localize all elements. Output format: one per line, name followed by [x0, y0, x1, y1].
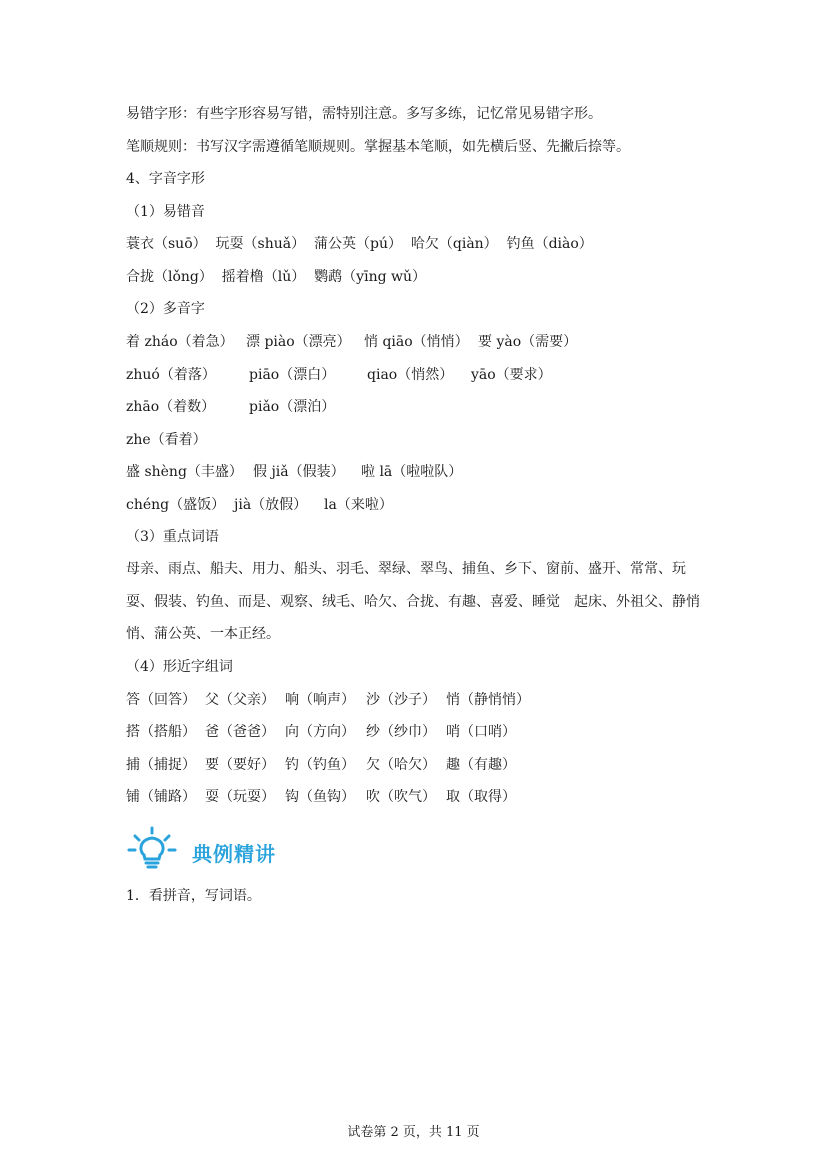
polyphone-cell: jià（放假）: [234, 497, 308, 513]
sub2-title: （2）多音字: [126, 301, 205, 317]
similar-cell: 耍（玩耍）: [205, 789, 275, 805]
polyphone-cell: qiao（悄然）: [367, 367, 454, 383]
sub1-row-2: 合拢（lǒng） 摇着橹（lǔ） 鹦鹉（yīng wǔ）: [126, 269, 426, 285]
polyphone-cell: zhuó（着落）: [126, 367, 216, 383]
intro-line-2: 笔顺规则：书写汉字需遵循笔顺规则。掌握基本笔顺，如先横后竖、先撇后捺等。: [126, 139, 630, 155]
similar-cell: 答（回答）: [126, 692, 196, 708]
similar-cell: 趣（有趣）: [446, 757, 516, 773]
similar-cell: 哨（口哨）: [446, 724, 516, 740]
intro-line-1: 易错字形：有些字形容易写错，需特别注意。多写多练，记忆常见易错字形。: [126, 106, 602, 122]
polyphone-cell: 漂 piào（漂亮）: [246, 334, 351, 350]
similar-cell: 铺（铺路）: [126, 789, 196, 805]
page-footer: 试卷第 2 页，共 11 页: [347, 1125, 480, 1140]
similar-cell: 钓（钓鱼）: [285, 757, 355, 773]
lightbulb-icon: [126, 826, 178, 872]
similar-cell: 悄（静悄悄）: [446, 692, 530, 708]
sub1-row-1: 蓑衣（suō） 玩耍（shuǎ） 蒲公英（pú） 哈欠（qiàn） 钓鱼（diào）: [126, 236, 593, 252]
similar-cell: 吹（吹气）: [366, 789, 436, 805]
polyphone-cell: zhāo（着数）: [126, 399, 216, 415]
polyphone-cell: piǎo（漂泊）: [249, 399, 336, 415]
similar-cell: 父（父亲）: [205, 692, 275, 708]
similar-cell: 搭（搭船）: [126, 724, 196, 740]
polyphone-cell: 啦 lā（啦啦队）: [361, 464, 463, 480]
section-4-title: 4、字音字形: [126, 171, 205, 187]
polyphone-cell: 悄 qiāo（悄悄）: [364, 334, 469, 350]
polyphone-cell: la（来啦）: [324, 497, 393, 513]
similar-cell: 捕（捕捉）: [126, 757, 196, 773]
similar-cell: 取（取得）: [446, 789, 516, 805]
sub4-title: （4）形近字组词: [126, 659, 233, 675]
similar-cell: 向（方向）: [285, 724, 355, 740]
similar-cell: 纱（纱巾）: [366, 724, 436, 740]
question-1: 1．看拼音，写词语。: [126, 888, 261, 904]
polyphone-cell: zhe（看着）: [126, 432, 207, 448]
similar-cell: 爸（爸爸）: [205, 724, 275, 740]
similar-cell: 钩（鱼钩）: [285, 789, 355, 805]
polyphone-cell: 要 yào（需要）: [478, 334, 578, 350]
sub3-title: （3）重点词语: [126, 529, 219, 545]
examples-heading: 典例精讲: [192, 842, 276, 866]
sub1-title: （1）易错音: [126, 204, 205, 220]
polyphone-cell: 着 zháo（着急）: [126, 334, 234, 350]
polyphone-cell: 盛 shèng（丰盛）: [126, 464, 243, 480]
similar-cell: 沙（沙子）: [366, 692, 436, 708]
polyphone-cell: 假 jiǎ（假装）: [253, 464, 345, 480]
similar-cell: 欠（哈欠）: [366, 757, 436, 773]
similar-cell: 要（要好）: [205, 757, 275, 773]
key-words-paragraph: 母亲、雨点、船夫、用力、船头、羽毛、翠绿、翠鸟、捕鱼、乡下、窗前、盛开、常常、玩耍、假装、钓鱼、而是、观察、绒毛、哈欠、合拢、有趣、喜爱、睡觉 起床、外祖父、静悄悄、蒲公英、一本正经。: [126, 561, 700, 642]
polyphone-cell: piāo（漂白）: [249, 367, 336, 383]
polyphone-cell: chéng（盛饭）: [126, 497, 226, 513]
similar-cell: 响（响声）: [285, 692, 355, 708]
polyphone-cell: yāo（要求）: [471, 367, 552, 383]
